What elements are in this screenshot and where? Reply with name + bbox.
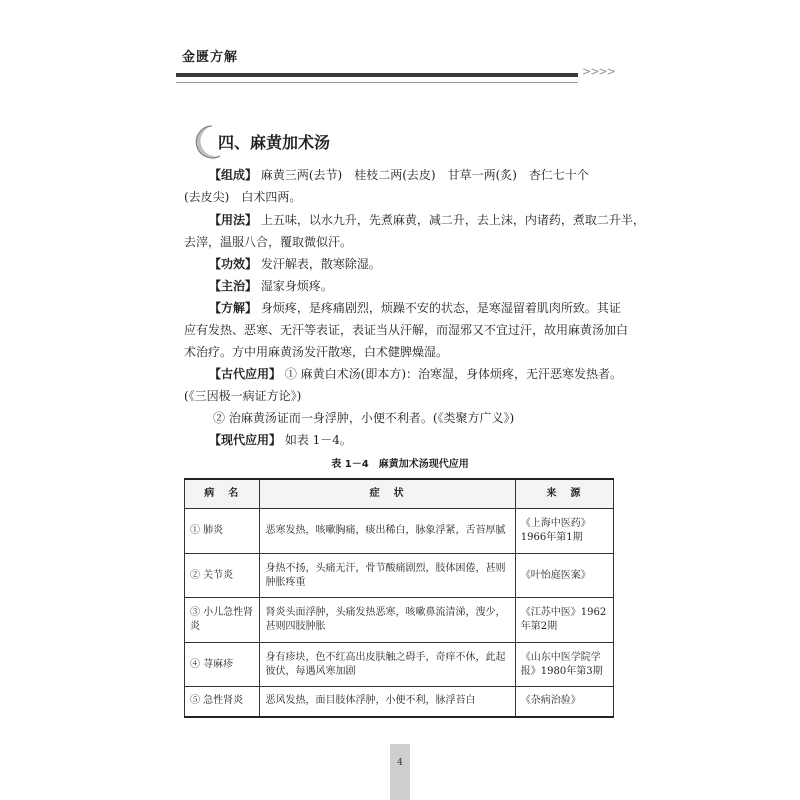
symptoms-cell: 恶风发热，面目肢体浮肿，小便不利，脉浮苔白	[260, 687, 515, 717]
composition-text: 麻黄三两(去节) 桂枝二两(去皮) 甘草一两(炙) 杏仁七十个	[260, 168, 589, 182]
running-title: 金匮方解	[182, 50, 239, 65]
table-row	[185, 554, 614, 598]
analysis-line-3: 术治疗。方中用麻黄汤发汗散寒，白术健脾燥湿。	[184, 345, 449, 359]
disease-cell: ③ 小儿急性肾炎	[185, 598, 260, 643]
symptoms-cell: 恶寒发热，咳嗽胸痛，痰出稀白，脉象浮紧，舌苔厚腻	[260, 509, 515, 554]
ancient-label: 【古代应用】	[209, 367, 282, 381]
header-arrows: >>>>	[582, 65, 615, 78]
source-cell: 《江苏中医》1962年第2期	[515, 598, 613, 643]
disease-cell: ① 肺炎	[185, 509, 260, 554]
efficacy-text: 发汗解表，散寒除湿。	[260, 257, 381, 271]
usage-label: 【用法】	[209, 213, 258, 227]
page-number: 4	[397, 758, 403, 768]
disease-cell: ④ 荨麻疹	[185, 643, 260, 687]
analysis-line-1	[209, 297, 621, 319]
composition-label: 【组成】	[209, 168, 258, 182]
analysis-line-2: 应有发热、恶寒、无汗等表证，表证当从汗解，而湿邪又不宜过汗，故用麻黄汤加白	[184, 323, 629, 337]
source-cell: 《叶怡庭医案》	[515, 554, 613, 598]
indication-line	[209, 275, 333, 297]
disease-cell: ② 关节炎	[185, 554, 260, 598]
analysis-text-1: 身烦疼，是疼痛剧烈，烦躁不安的状态，是寒湿留着肌肉所致。其证	[260, 301, 621, 315]
page-tab	[390, 744, 410, 800]
header-rule	[176, 73, 578, 77]
disease-cell: ⑤ 急性肾炎	[185, 687, 260, 717]
symptoms-cell: 身有疹块，色不红高出皮肤触之碍手，奇痒不休，此起彼伏，每遇风寒加剧	[260, 643, 515, 687]
table-row	[185, 598, 614, 643]
symptoms-cell: 肾炎头面浮肿，头痛发热恶寒，咳嗽鼻流清涕，溲少，甚则四肢肿胀	[260, 598, 515, 643]
source-cell: 《杂病治验》	[515, 687, 613, 717]
usage-text: 上五味，以水九升，先煮麻黄，减二升，去上沫，内诸药，煮取二升半，	[260, 213, 645, 227]
analysis-label: 【方解】	[209, 301, 258, 315]
modern-line	[209, 429, 352, 451]
composition-line-2: (去皮尖) 白术四两。	[184, 190, 302, 204]
usage-line-1	[209, 209, 645, 231]
ancient-line-1	[209, 363, 622, 385]
source-cell: 《上海中医药》1966年第1期	[515, 509, 613, 554]
table-row	[185, 643, 614, 687]
modern-usage-table	[184, 478, 614, 718]
modern-label: 【现代应用】	[209, 433, 282, 447]
table-header-source: 来 源	[515, 479, 613, 509]
symptoms-cell: 身热不扬，头痛无汗，骨节酸痛剧烈，肢体困倦，甚则肿胀疼重	[260, 554, 515, 598]
ancient-item-1: ① 麻黄白术汤(即本方)：治寒湿，身体烦疼，无汗恶寒发热者。	[284, 367, 623, 381]
table-header-symptoms: 症 状	[260, 479, 515, 509]
composition-line-1	[209, 164, 589, 186]
indication-label: 【主治】	[209, 279, 258, 293]
efficacy-line	[209, 253, 381, 275]
ancient-item-1-cont: (《三因极一病证方论》)	[184, 389, 302, 403]
table-header-disease: 病 名	[185, 479, 260, 509]
section-title: 四、麻黄加术汤	[218, 133, 331, 152]
table-row	[185, 509, 614, 554]
modern-text: 如表 1－4。	[284, 433, 352, 447]
table-caption: 表 1－4 麻黄加术汤现代应用	[331, 459, 469, 470]
ancient-item-2: ② 治麻黄汤证而一身浮肿，小便不利者。(《类聚方广义》)	[213, 411, 515, 425]
indication-text: 湿家身烦疼。	[260, 279, 333, 293]
efficacy-label: 【功效】	[209, 257, 258, 271]
header-rule-thin	[176, 82, 578, 83]
usage-line-2: 去滓，温服八合，覆取微似汗。	[184, 235, 353, 249]
source-cell: 《山东中医学院学报》1980年第3期	[515, 643, 613, 687]
table-row	[185, 687, 614, 717]
